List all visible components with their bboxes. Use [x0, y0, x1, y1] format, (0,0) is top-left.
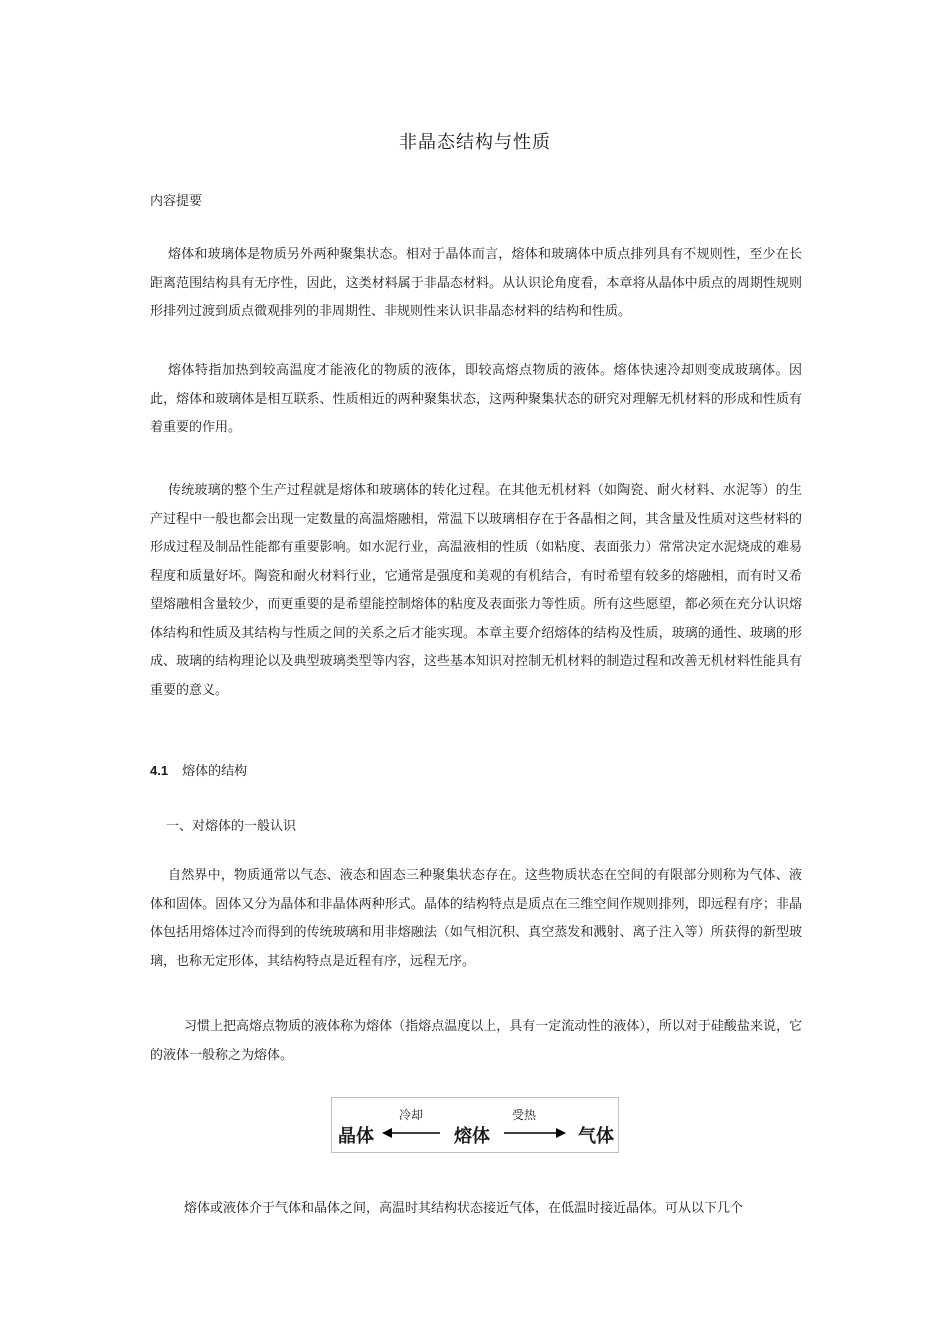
diagram-cooling-label: 冷却: [399, 1108, 424, 1122]
body-paragraph-2: 习惯上把高熔点物质的液体称为熔体（指熔点温度以上，具有一定流动性的液体），所以对于硅酸盐来说，它的液体一般称之为熔体。: [150, 1019, 802, 1063]
body-paragraph-1: 自然界中，物质通常以气态、液态和固态三种聚集状态存在。这些物质状态在空间的有限部分则称为气体、液体和固体。固体又分为晶体和非晶体两种形式。晶体的结构特点是质点在三维空间作规则排列，即远程有序；非晶体包括用熔体过冷而得到的传统玻璃和用非熔融法（如气相沉积、真空蒸发和溅射、离子注入等）所获得的新型玻璃，也称无定形体，其结构特点是近程有序，远程无序。: [150, 868, 802, 969]
cooling-arrowhead: [382, 1128, 392, 1138]
body-paragraph-3: 熔体或液体介于气体和晶体之间，高温时其结构状态接近气体，在低温时接近晶体。可从以下几个: [184, 1201, 744, 1216]
diagram-melt: 熔体: [454, 1126, 490, 1147]
diagram-crystal: 晶体: [338, 1126, 374, 1147]
diagram-gas: 气体: [578, 1126, 614, 1147]
page-title: 非晶态结构与性质: [399, 132, 551, 153]
section-number: 4.1: [150, 763, 169, 778]
section-heading: [150, 760, 247, 779]
diagram-heating-label: 受热: [512, 1108, 537, 1122]
intro-paragraph-2: 熔体特指加热到较高温度才能液化的物质的液体，即较高熔点物质的液体。熔体快速冷却则变成玻璃体。因此，熔体和玻璃体是相互联系、性质相近的两种聚集状态，这两种聚集状态的研究对理解无机材料的形成和性质有着重要的作用。: [150, 363, 802, 435]
subsection-heading: 一、对熔体的一般认识: [166, 819, 297, 834]
summary-label: 内容提要: [150, 194, 203, 209]
intro-paragraph-3: 传统玻璃的整个生产过程就是熔体和玻璃体的转化过程。在其他无机材料（如陶瓷、耐火材料、水泥等）的生产过程中一般也都会出现一定数量的高温熔融相，常温下以玻璃相存在于各晶相之间，其含量及性质对这些材料的形成过程及制品性能都有重要影响。如水泥行业，高温液相的性质（如粘度、表面张力）常常决定水泥烧成的难易程度和质量好坏。陶瓷和耐火材料行业，它通常是强度和美观的有机结合，有时希望有较多的熔融相，而有时又希望熔融相含量较少，而更重要的是希望能控制熔体的粘度及表面张力等性质。所有这些愿望，都必须在充分认识熔体结构和性质及其结构与性质之间的关系之后才能实现。本章主要介绍熔体的结构及性质，玻璃的通性、玻璃的形成、玻璃的结构理论以及典型玻璃类型等内容，这些基本知识对控制无机材料的制造过程和改善无机材料性能具有重要的意义。: [150, 483, 802, 698]
section-title: 熔体的结构: [182, 764, 248, 779]
intro-paragraph-1: 熔体和玻璃体是物质另外两种聚集状态。相对于晶体而言，熔体和玻璃体中质点排列具有不规则性，至少在长距离范围结构具有无序性，因此，这类材料属于非晶态材料。从认识论角度看，本章将从晶体中质点的周期性规则形排列过渡到质点微观排列的非周期性、非规则性来认识非晶态材料的结构和性质。: [150, 247, 802, 319]
heating-arrowhead: [556, 1128, 566, 1138]
phase-transition-diagram: [331, 1097, 619, 1153]
